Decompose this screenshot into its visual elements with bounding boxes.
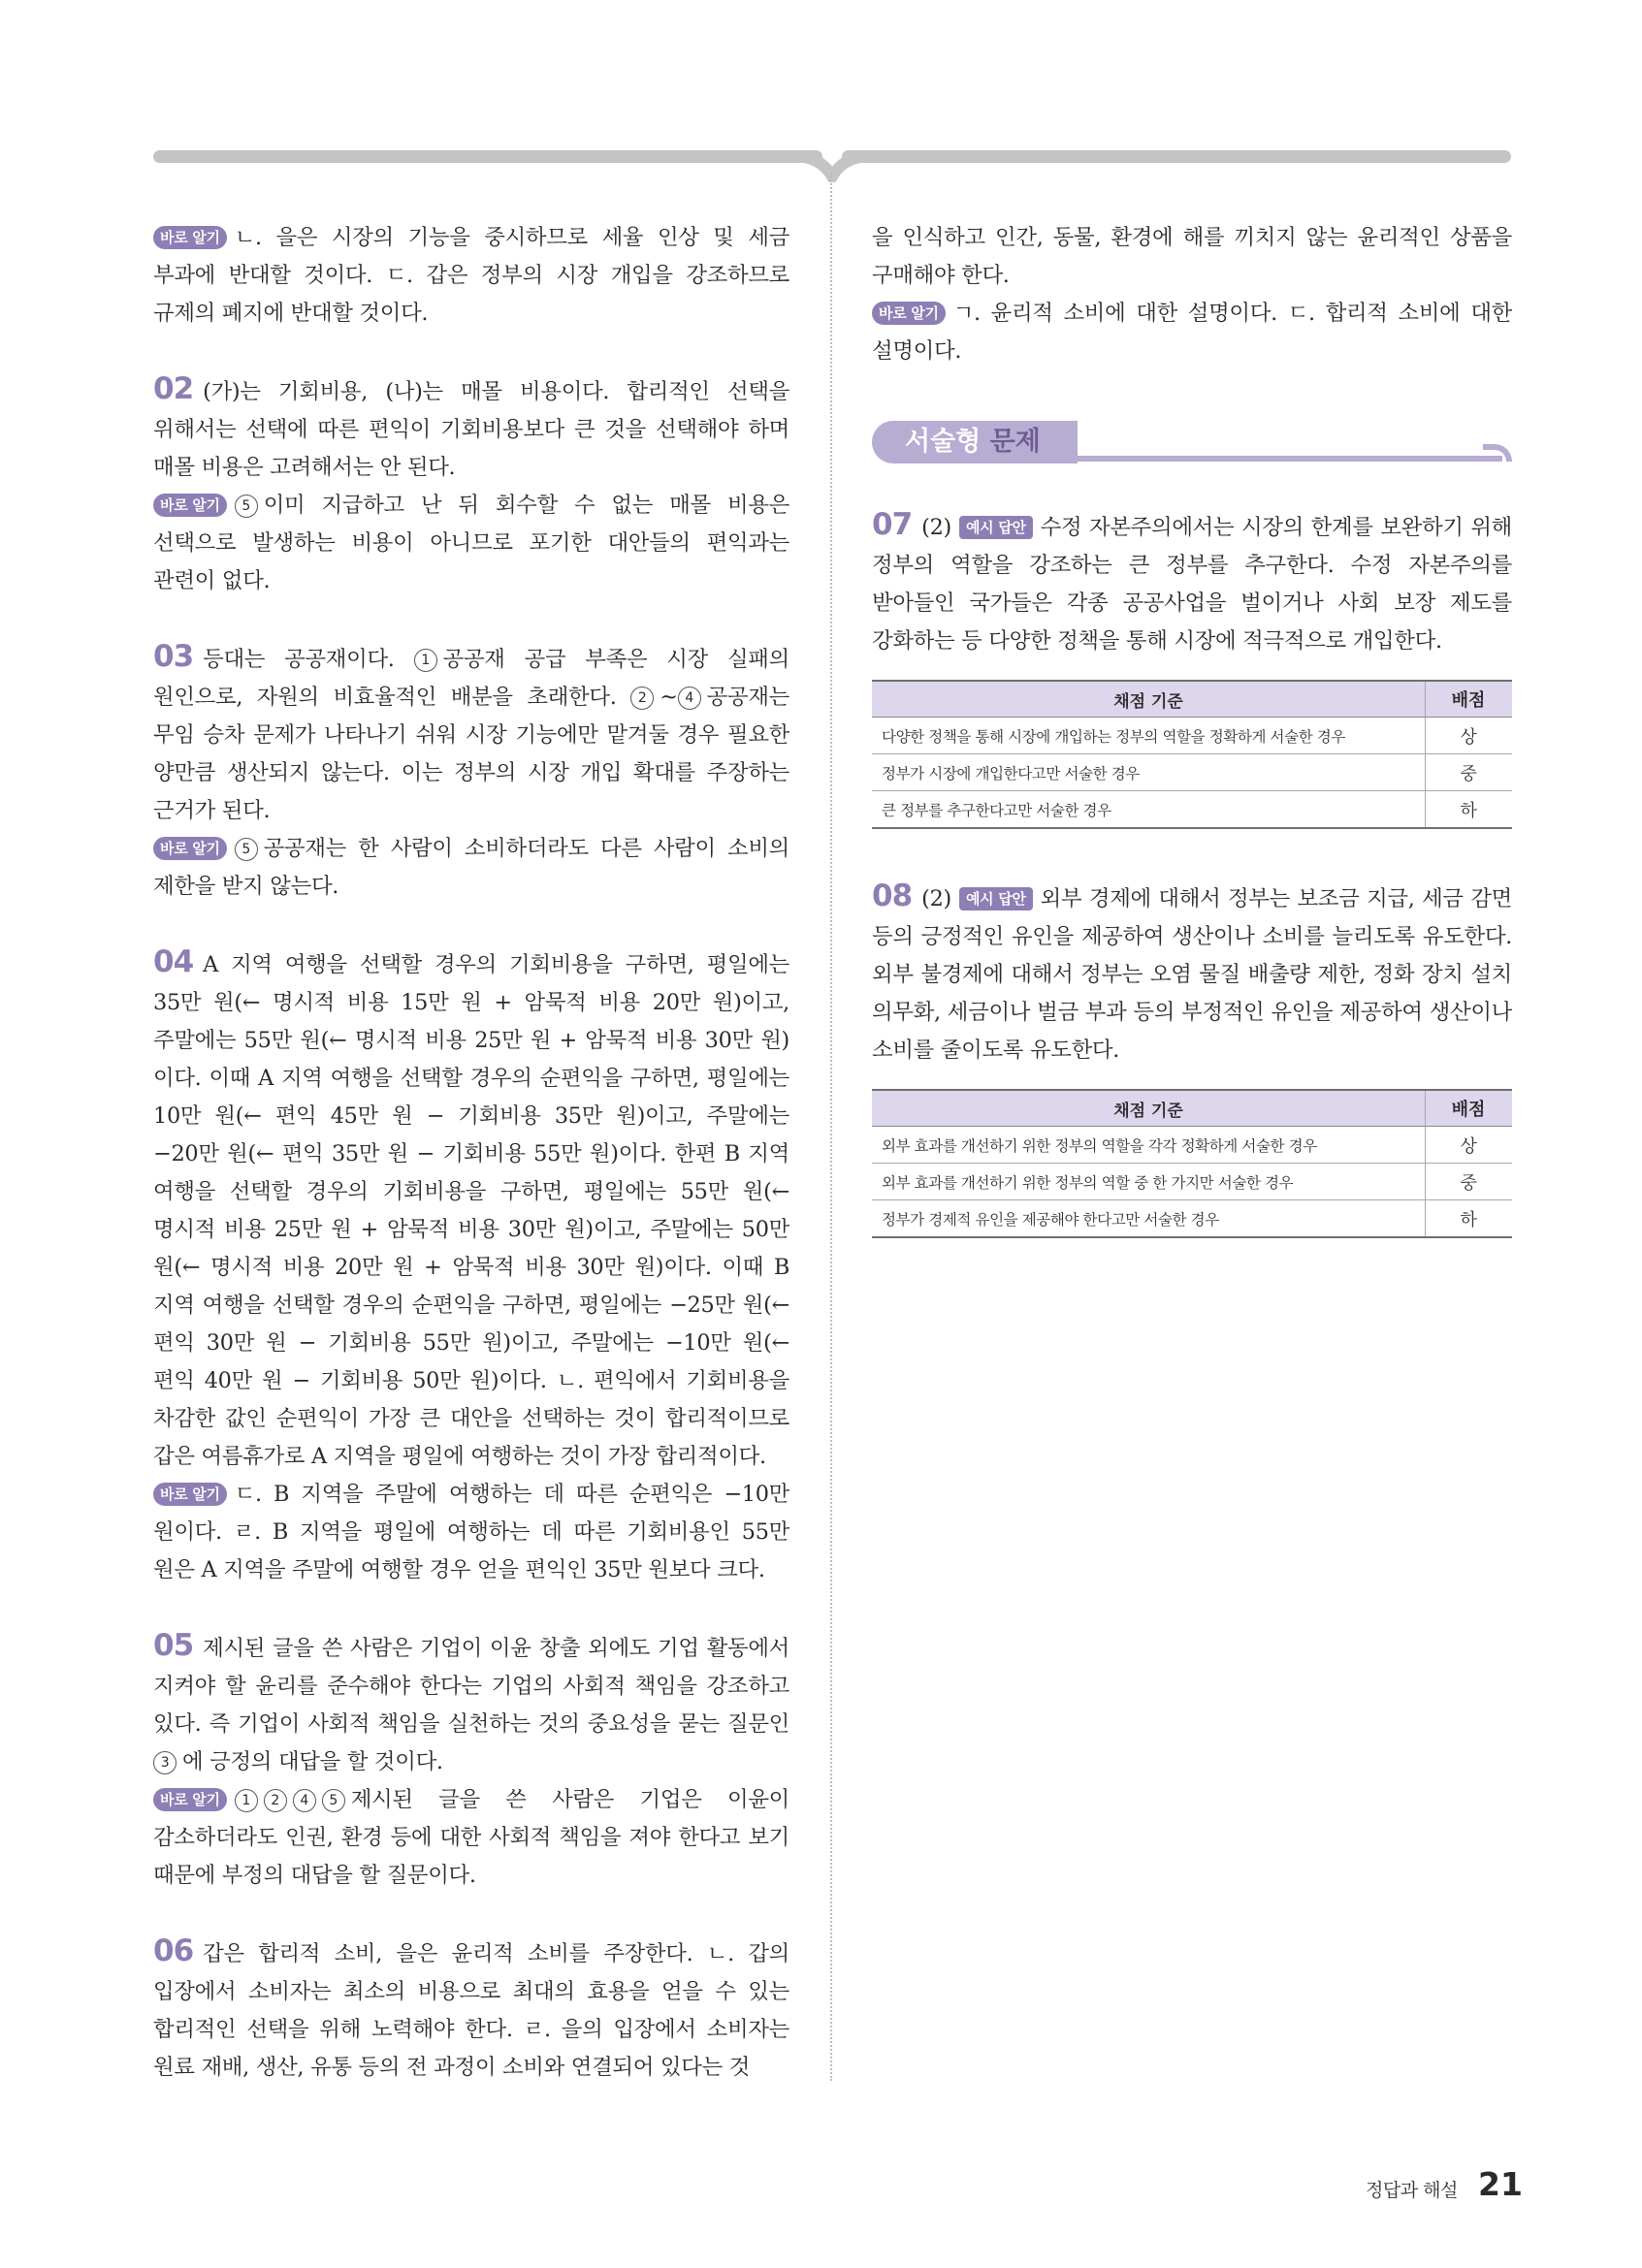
example-answer-badge: 예시 답안 bbox=[959, 516, 1033, 539]
explanation-text: (가)는 기회비용, (나)는 매몰 비용이다. 합리적인 선택을 위해서는 선택에 따른 편익이 기회비용보다 큰 것을 선택해야 하며 매몰 비용은 고려해서는 안 된다. bbox=[153, 379, 789, 480]
correction-text: 공공재는 한 사람이 소비하더라도 다른 사람이 소비의 제한을 받지 않는다. bbox=[153, 836, 789, 899]
sub-question-number: (2) bbox=[921, 515, 951, 540]
table-row bbox=[872, 754, 1512, 791]
circled-number: 2 bbox=[264, 1789, 287, 1812]
correction-text: ㄷ. B 지역을 주말에 여행하는 데 따른 순편익은 −10만 원이다. ㄹ. B 지역을 평일에 여행하는 데 따른 기회비용인 55만 원은 A 지역을 주말에 여행할 경우 얻을 편익인 35만 원보다 크다. bbox=[153, 1482, 789, 1582]
explanation-text: 공공재 공급 부족은 시장 실패의 원인으로, 자원의 비효율적인 배분을 초래한다. bbox=[153, 647, 789, 710]
table-header-row bbox=[872, 1090, 1512, 1127]
criteria-cell: 큰 정부를 추구한다고만 서술한 경우 bbox=[872, 791, 1426, 829]
question-number: 07 bbox=[872, 507, 913, 542]
page-number: 21 bbox=[1478, 2165, 1523, 2203]
answer-02 bbox=[153, 370, 789, 600]
explanation-text: 에 긍정의 대답을 할 것이다. bbox=[182, 1749, 443, 1774]
table-row bbox=[872, 791, 1512, 829]
correction-badge: 바로 알기 bbox=[153, 1483, 227, 1506]
answer-text: 외부 경제에 대해서 정부는 보조금 지급, 세금 감면 등의 긍정적인 유인을 제공하여 생산이나 소비를 늘리도록 유도한다. 외부 불경제에 대해서 정부는 오염 물질 배출량 제한, 정화 장치 설치 의무화, 세금이나 벌금 부과 등의 부정적인 유인을 제공하여 생산이나 소비를 줄이도록 유도한다. bbox=[872, 886, 1512, 1063]
criteria-cell: 정부가 시장에 개입한다고만 서술한 경우 bbox=[872, 754, 1426, 791]
correction-badge: 바로 알기 bbox=[153, 837, 227, 860]
score-cell: 중 bbox=[1426, 754, 1513, 791]
correction-text: 제시된 글을 쓴 사람은 기업은 이윤이 감소하더라도 인권, 환경 등에 대한 사회적 책임을 져야 한다고 보기 때문에 부정의 대답을 할 질문이다. bbox=[153, 1787, 789, 1888]
header-criteria: 채점 기준 bbox=[872, 681, 1426, 718]
table-row bbox=[872, 1164, 1512, 1200]
answer-06-continued bbox=[872, 219, 1512, 370]
circled-number: 5 bbox=[235, 495, 258, 518]
range-tilde: ~ bbox=[660, 685, 678, 710]
answer-01-correction bbox=[153, 219, 789, 333]
top-rule-notch bbox=[793, 145, 871, 182]
answer-05 bbox=[153, 1627, 789, 1895]
section-underline bbox=[1078, 456, 1502, 462]
header-score: 배점 bbox=[1426, 681, 1513, 718]
answer-04 bbox=[153, 943, 789, 1589]
score-cell: 하 bbox=[1426, 791, 1513, 829]
answer-06 bbox=[153, 1933, 789, 2087]
scoring-table bbox=[872, 1089, 1512, 1238]
header-criteria: 채점 기준 bbox=[872, 1090, 1426, 1127]
question-number: 05 bbox=[153, 1628, 194, 1663]
column-divider bbox=[830, 173, 832, 2081]
footer-section-label: 정답과 해설 bbox=[1366, 2180, 1458, 2201]
top-rule-right bbox=[842, 150, 1511, 163]
top-rule-left bbox=[153, 150, 822, 163]
explanation-text: ㄴ. 을은 시장의 기능을 중시하므로 세율 인상 및 세금 부과에 반대할 것이다. ㄷ. 갑은 정부의 시장 개입을 강조하므로 규제의 폐지에 반대할 것이다. bbox=[153, 225, 789, 326]
scoring-table bbox=[872, 680, 1512, 829]
circled-number: 5 bbox=[235, 838, 258, 861]
correction-badge: 바로 알기 bbox=[153, 226, 227, 249]
right-column bbox=[872, 219, 1512, 1287]
circled-number: 4 bbox=[678, 687, 701, 710]
correction-text: 이미 지급하고 난 뒤 회수할 수 없는 매몰 비용은 선택으로 발생하는 비용이 아니므로 포기한 대안들의 편익과는 관련이 없다. bbox=[153, 493, 789, 593]
correction-badge: 바로 알기 bbox=[872, 302, 946, 325]
question-number: 03 bbox=[153, 639, 194, 674]
answer-08 bbox=[872, 878, 1512, 1238]
criteria-cell: 다양한 정책을 통해 시장에 개입하는 정부의 역할을 정확하게 서술한 경우 bbox=[872, 718, 1426, 754]
circled-number: 1 bbox=[414, 649, 437, 672]
score-cell: 하 bbox=[1426, 1200, 1513, 1238]
circled-number: 5 bbox=[322, 1789, 345, 1812]
answer-07 bbox=[872, 506, 1512, 829]
circled-number: 2 bbox=[630, 687, 654, 710]
table-row bbox=[872, 1127, 1512, 1164]
table-header-row bbox=[872, 681, 1512, 718]
table-row bbox=[872, 718, 1512, 754]
header-score: 배점 bbox=[1426, 1090, 1513, 1127]
question-number: 06 bbox=[153, 1933, 194, 1968]
explanation-text: 공공재는 무임 승차 문제가 나타나기 쉬워 시장 기능에만 맡겨둘 경우 필요한 양만큼 생산되지 않는다. 이는 정부의 시장 개입 확대를 주장하는 근거가 된다. bbox=[153, 685, 789, 823]
section-title: 서술형 문제 bbox=[872, 421, 1078, 463]
question-number: 08 bbox=[872, 878, 913, 913]
criteria-cell: 외부 효과를 개선하기 위한 정부의 역할 중 한 가지만 서술한 경우 bbox=[872, 1164, 1426, 1200]
section-underline-tail bbox=[1483, 444, 1512, 462]
explanation-text: 갑은 합리적 소비, 을은 윤리적 소비를 주장한다. ㄴ. 갑의 입장에서 소비자는 최소의 비용으로 최대의 효용을 얻을 수 있는 합리적인 선택을 위해 노력해야 한다. ㄹ. 을의 입장에서 소비자는 원료 재배, 생산, 유통 등의 전 과정이 소비와 연결되어 있다는 것 bbox=[153, 1941, 789, 2080]
question-number: 04 bbox=[153, 944, 194, 979]
explanation-text: A 지역 여행을 선택할 경우의 기회비용을 구하면, 평일에는 35만 원(← 명시적 비용 15만 원 + 암묵적 비용 20만 원)이고, 주말에는 55만 원(← 명시적 비용 25만 원 + 암묵적 비용 30만 원)이다. 이때 A 지역 여행을 선택할 경우의 순편익을 구하면, 평일에는 10만 원(← 편익 45만 원 − 기회비용 35만 원)이고, 주말에는 −20만 원(← 편익 35만 원 − 기회비용 55만 원)이다. 한편 B 지역 여행을 선택할 경우의 기회비용을 구하면, 평일에는 55만 원(← 명시적 비용 25만 원 + 암묵적 비용 30만 원)이고, 주말에는 50만 원(← 명시적 비용 20만 원 + 암묵적 비용 30만 원)이다. 이때 B 지역 여행을 선택할 경우의 순편익을 구하면, 평일에는 −25만 원(← 편익 30만 원 − 기회비용 55만 원)이고, 주말에는 −10만 원(← 편익 40만 원 − 기회비용 50만 원)이다. ㄴ. 편익에서 기회비용을 차감한 값인 순편익이 가장 큰 대안을 선택하는 것이 합리적이므로 갑은 여름휴가로 A 지역을 평일에 여행하는 것이 가장 합리적이다. bbox=[153, 952, 789, 1469]
circled-number: 4 bbox=[293, 1789, 316, 1812]
score-cell: 상 bbox=[1426, 718, 1513, 754]
section-header bbox=[872, 421, 1512, 475]
score-cell: 중 bbox=[1426, 1164, 1513, 1200]
explanation-text: 등대는 공공재이다. bbox=[203, 647, 395, 672]
correction-text: ㄱ. 윤리적 소비에 대한 설명이다. ㄷ. 합리적 소비에 대한 설명이다. bbox=[872, 301, 1512, 364]
answer-text: 수정 자본주의에서는 시장의 한계를 보완하기 위해 정부의 역할을 강조하는 큰 정부를 추구한다. 수정 자본주의를 받아들인 국가들은 각종 공공사업을 벌이거나 사회 보장 제도를 강화하는 등 다양한 정책을 통해 시장에 적극적으로 개입한다. bbox=[872, 515, 1512, 654]
left-column bbox=[153, 219, 789, 2124]
sub-question-number: (2) bbox=[921, 886, 951, 911]
criteria-cell: 외부 효과를 개선하기 위한 정부의 역할을 각각 정확하게 서술한 경우 bbox=[872, 1127, 1426, 1164]
correction-badge: 바로 알기 bbox=[153, 494, 227, 517]
circled-number: 1 bbox=[235, 1789, 258, 1812]
criteria-cell: 정부가 경제적 유인을 제공해야 한다고만 서술한 경우 bbox=[872, 1200, 1426, 1238]
circled-number: 3 bbox=[153, 1751, 177, 1774]
question-number: 02 bbox=[153, 371, 194, 406]
answer-03 bbox=[153, 638, 789, 906]
score-cell: 상 bbox=[1426, 1127, 1513, 1164]
explanation-text: 제시된 글을 쓴 사람은 기업이 이윤 창출 외에도 기업 활동에서 지켜야 할 윤리를 준수해야 한다는 기업의 사회적 책임을 강조하고 있다. 즉 기업이 사회적 책임을 실천하는 것의 중요성을 묻는 질문인 bbox=[153, 1636, 789, 1737]
correction-badge: 바로 알기 bbox=[153, 1788, 227, 1811]
table-row bbox=[872, 1200, 1512, 1238]
example-answer-badge: 예시 답안 bbox=[959, 887, 1033, 910]
explanation-text: 을 인식하고 인간, 동물, 환경에 해를 끼치지 않는 윤리적인 상품을 구매해야 한다. bbox=[872, 225, 1512, 288]
